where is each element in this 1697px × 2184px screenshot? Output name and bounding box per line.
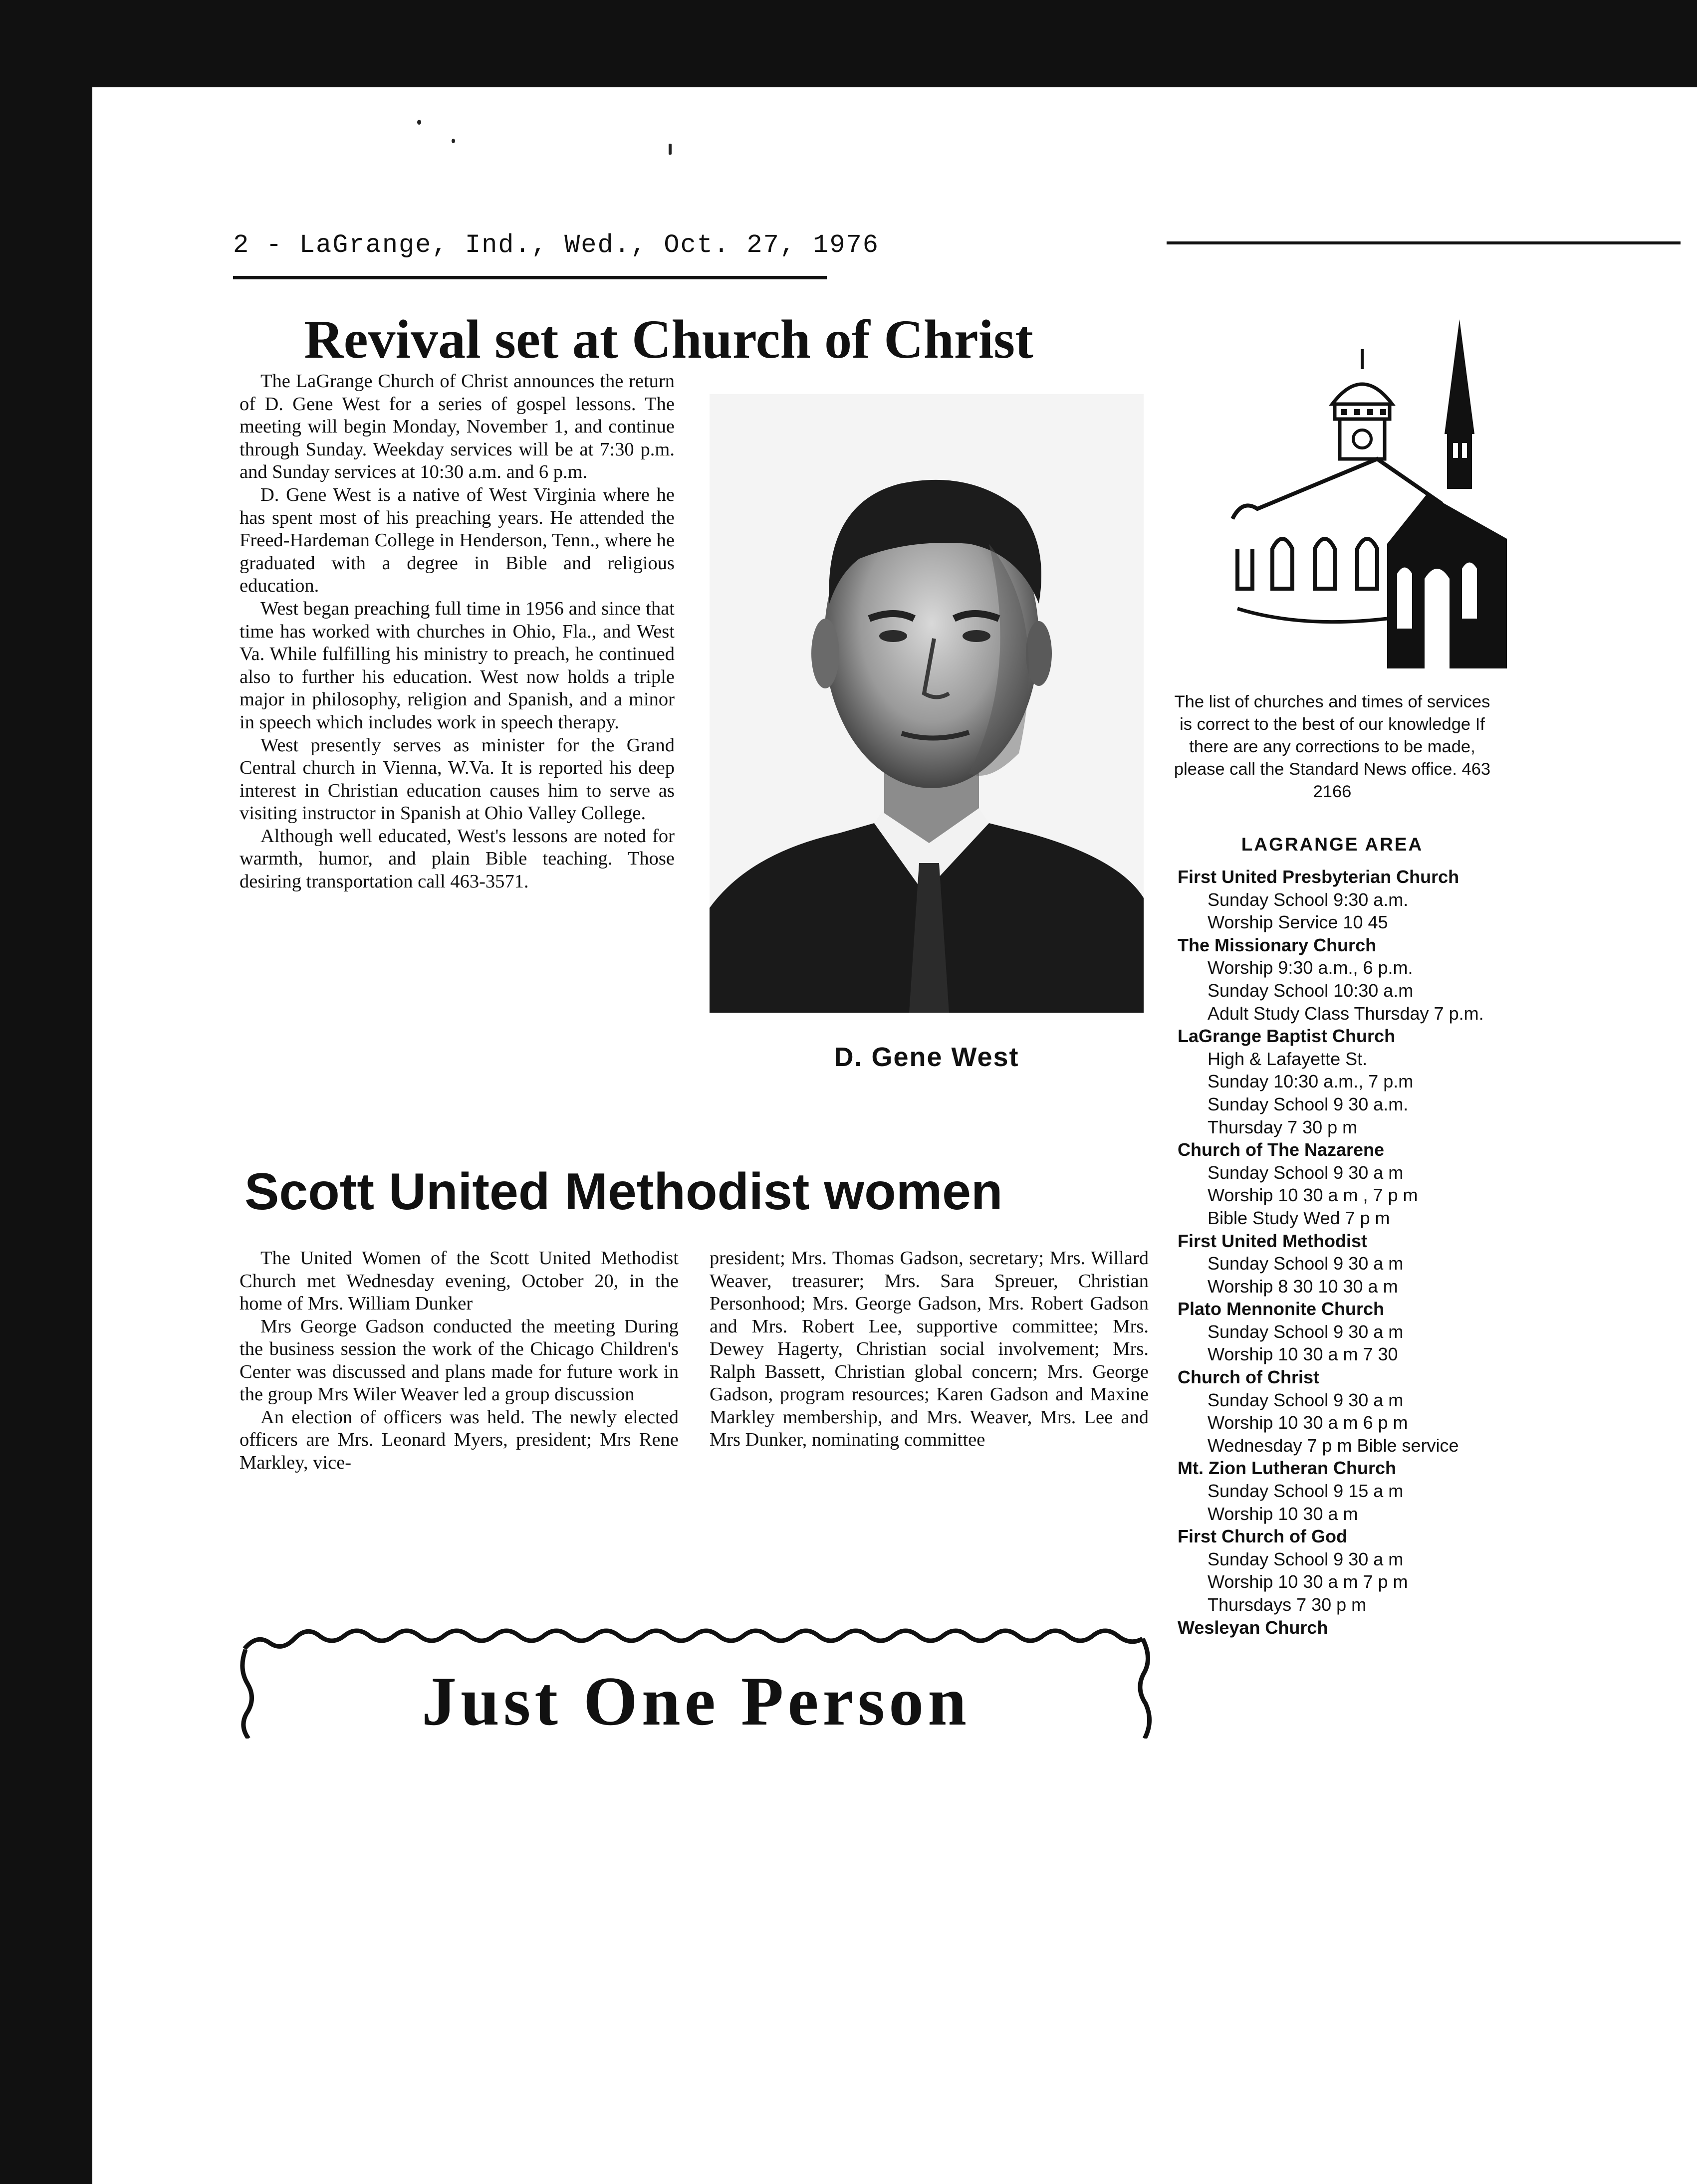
directory-intro: The list of churches and times of services is correct to the best of our knowledge If there are any corrections to be made, please call the Standard News office. 463 2166 xyxy=(1174,692,1491,801)
service-time: Sunday School 9 30 a m xyxy=(1208,1389,1404,1410)
church-listing xyxy=(1178,1230,1497,1298)
church-name: Plato Mennonite Church xyxy=(1178,1299,1384,1319)
service-time: Thursdays 7 30 p m xyxy=(1208,1594,1367,1615)
church-listing xyxy=(1178,1457,1497,1525)
scott-article-column-2 xyxy=(710,1247,1149,1452)
church-name: First Church of God xyxy=(1178,1526,1347,1547)
church-name: The Missionary Church xyxy=(1178,934,1377,955)
service-time: Bible Study Wed 7 p m xyxy=(1208,1207,1390,1228)
church-listing xyxy=(1178,1366,1497,1457)
service-time: Worship 9:30 a.m., 6 p.m. xyxy=(1208,957,1413,978)
church-listing xyxy=(1178,1298,1497,1366)
church-name: LaGrange Baptist Church xyxy=(1178,1026,1396,1047)
church-listing xyxy=(1178,866,1497,934)
church-listing xyxy=(1178,1525,1497,1616)
service-time: Worship 8 30 10 30 a m xyxy=(1208,1276,1398,1297)
scan-border-top xyxy=(0,0,1697,95)
just-one-person-title: Just One Person xyxy=(422,1663,970,1740)
service-time: Sunday School 10:30 a.m xyxy=(1208,980,1414,1001)
scan-border-left xyxy=(0,0,92,2184)
article-paragraph: D. Gene West is a native of West Virginia where he has spent most of his preaching years. He attended the Freed-Hardeman College in Henderson, Tenn., where he graduated with a degree in Bible and religious education. xyxy=(240,484,675,597)
directory-top-rule xyxy=(1167,241,1681,244)
dateline: 2 - LaGrange, Ind., Wed., Oct. 27, 1976 xyxy=(233,230,879,260)
revival-article-body xyxy=(240,370,675,893)
church-name: First United Presbyterian Church xyxy=(1178,867,1459,887)
directory-area-heading: LAGRANGE AREA xyxy=(1241,834,1424,855)
scott-headline: Scott United Methodist women xyxy=(244,1163,1003,1221)
church-name: First United Methodist xyxy=(1178,1230,1367,1251)
article-paragraph: Mrs George Gadson conducted the meeting During the business session the work of the Chicago Children's Center was discussed and plans made for future work in the group Mrs Wiler Weaver led a group discussion xyxy=(240,1315,679,1405)
service-time: Adult Study Class Thursday 7 p.m. xyxy=(1208,1003,1484,1024)
service-time: Wednesday 7 p m Bible service xyxy=(1208,1435,1459,1456)
service-time: Sunday School 9 30 a m xyxy=(1208,1253,1404,1274)
portrait-photo xyxy=(710,394,1144,1013)
church-listing xyxy=(1178,934,1497,1025)
church-name: Wesleyan Church xyxy=(1178,1617,1328,1638)
service-time: Worship 10 30 a m xyxy=(1208,1503,1358,1524)
article-paragraph: The United Women of the Scott United Methodist Church met Wednesday evening, October 20, in the home of Mrs. William Dunker xyxy=(240,1248,679,1314)
service-time: High & Lafayette St. xyxy=(1208,1048,1368,1069)
article-paragraph: Although well educated, West's lessons are noted for warmth, humor, and plain Bible teaching. Those desiring transportation call 463-3571. xyxy=(240,825,675,892)
portrait-illustration xyxy=(710,394,1144,1013)
scan-speck xyxy=(417,120,421,125)
dateline-rule xyxy=(233,276,827,279)
church-name: Mt. Zion Lutheran Church xyxy=(1178,1458,1396,1479)
article-paragraph: The LaGrange Church of Christ announces the return of D. Gene West for a series of gospel lessons. The meeting will begin Monday, November 1, and continue through Sunday. Weekday services will be at 7:30 p.m. and Sunday services at 10:30 a.m. and 6 p.m. xyxy=(240,371,675,483)
service-time: Sunday School 9 30 a.m. xyxy=(1208,1093,1409,1114)
service-time: Worship Service 10 45 xyxy=(1208,912,1388,933)
service-time: Worship 10 30 a m , 7 p m xyxy=(1208,1185,1418,1206)
service-time: Worship 10 30 a m 6 p m xyxy=(1208,1412,1408,1433)
service-time: Sunday School 9 15 a m xyxy=(1208,1481,1404,1502)
scott-article-column-1 xyxy=(240,1247,679,1474)
church-name: Church of The Nazarene xyxy=(1178,1139,1385,1160)
church-listing xyxy=(1178,1025,1497,1138)
photo-caption: D. Gene West xyxy=(834,1042,1019,1072)
scan-speck xyxy=(452,139,455,143)
church-illustration xyxy=(1227,309,1512,678)
service-time: Sunday 10:30 a.m., 7 p.m xyxy=(1208,1071,1414,1092)
service-time: Worship 10 30 a m 7 30 xyxy=(1208,1344,1398,1365)
church-icon xyxy=(1227,309,1512,678)
church-listing xyxy=(1178,1138,1497,1229)
service-time: Sunday School 9 30 a m xyxy=(1208,1548,1404,1569)
article-paragraph: West presently serves as minister for the Grand Central church in Vienna, W.Va. It is reported his deep interest in Christian education causes him to serve as visiting instructor in Spanish at Ohio Valley College. xyxy=(240,734,675,824)
revival-headline: Revival set at Church of Christ xyxy=(304,309,1033,370)
article-paragraph: An election of officers was held. The newly elected officers are Mrs. Leonard Myers, president; Mrs Rene Markley, vice- xyxy=(240,1406,679,1473)
article-paragraph: president; Mrs. Thomas Gadson, secretary; Mrs. Willard Weaver, treasurer; Mrs. Sara Spreuer, Christian Personhood; Mrs. George Gadson, Mrs. Robert Gadson and Mrs. Robert Lee, supportive committee; Mrs. Dewey Hagerty, Christian social involvement; Mrs. Ralph Bassett, Christian global concern; Mrs. George Gadson, program resources; Karen Gadson and Maxine Markley membership, and Mrs. Weaver, Mrs. Lee and Mrs Dunker, nominating committee xyxy=(710,1248,1149,1450)
church-listing xyxy=(1178,1616,1497,1639)
scan-speck xyxy=(669,144,672,155)
article-paragraph: West began preaching full time in 1956 and since that time has worked with churches in Ohio, Fla., and West Va. While fulfilling his ministry to preach, he continued also to further his education. West now holds a triple major in philosophy, religion and Spanish, and a minor in speech which includes work in speech therapy. xyxy=(240,598,675,733)
service-time: Worship 10 30 a m 7 p m xyxy=(1208,1571,1408,1592)
church-name: Church of Christ xyxy=(1178,1367,1319,1388)
church-directory-list xyxy=(1178,866,1497,1639)
service-time: Sunday School 9 30 a m xyxy=(1208,1162,1404,1183)
service-time: Sunday School 9 30 a m xyxy=(1208,1321,1404,1342)
service-time: Thursday 7 30 p m xyxy=(1208,1116,1358,1137)
service-time: Sunday School 9:30 a.m. xyxy=(1208,889,1409,910)
